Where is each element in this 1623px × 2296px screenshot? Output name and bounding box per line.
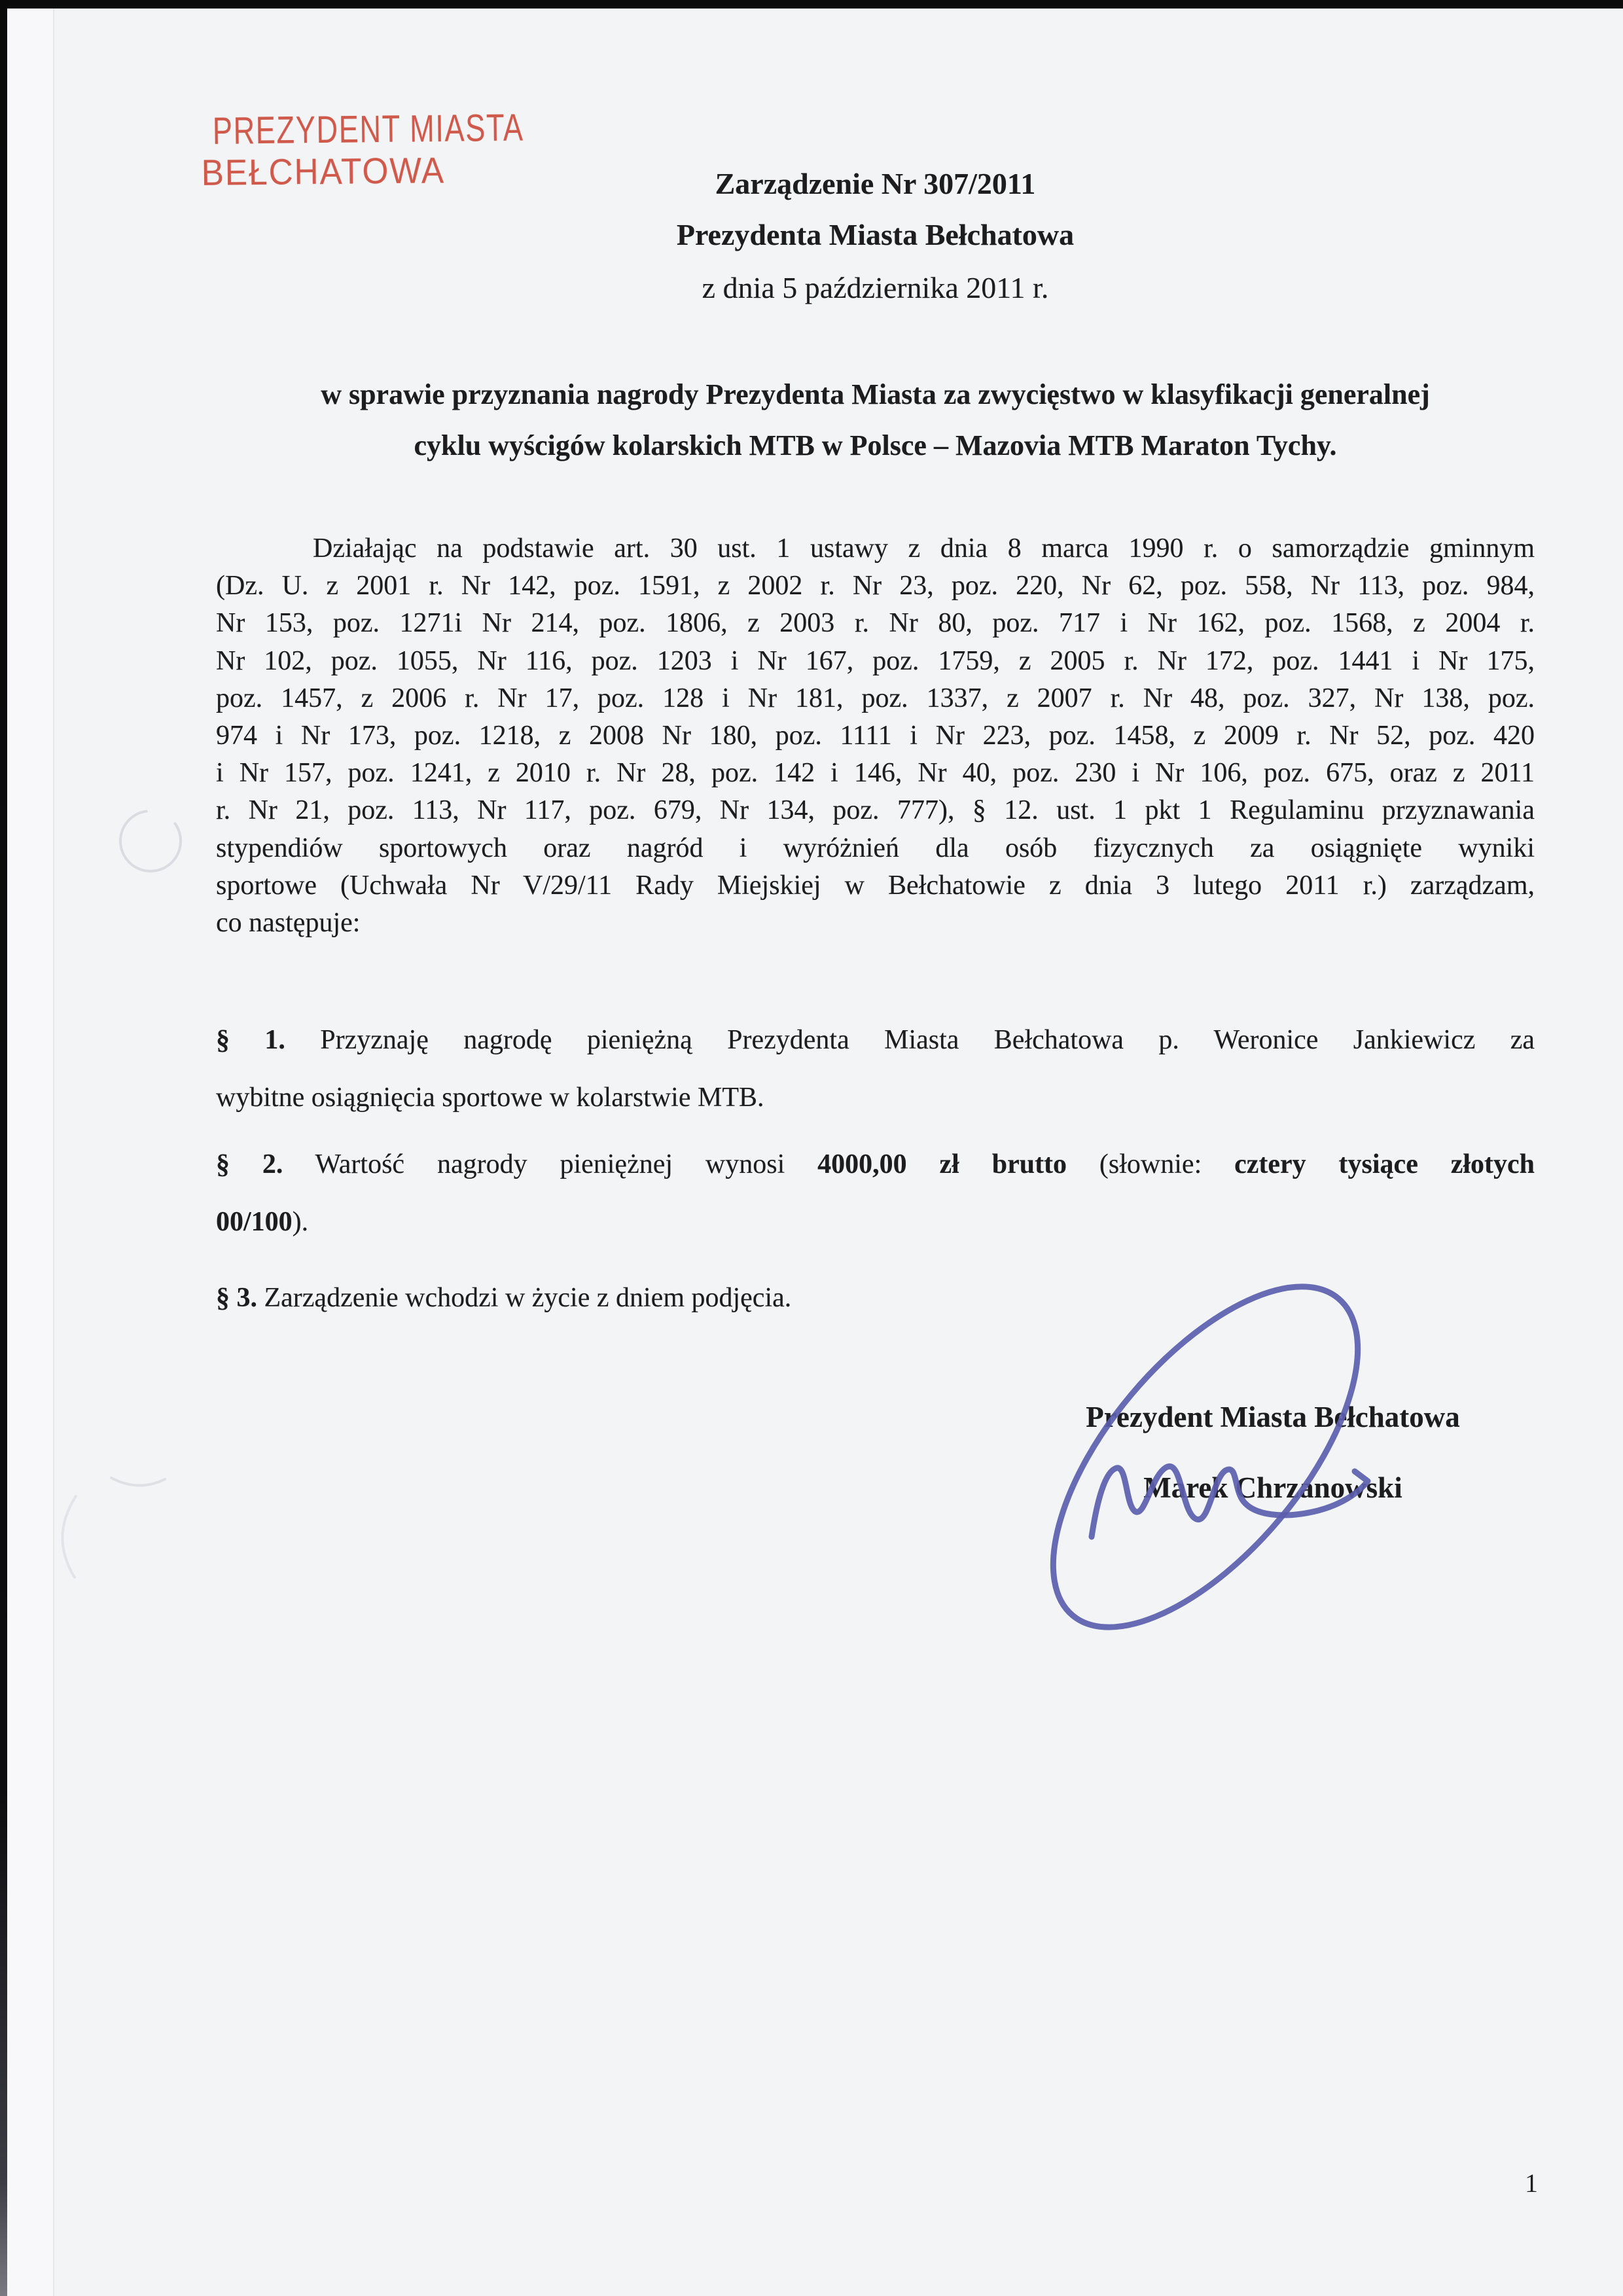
scan-edge-top <box>0 0 1623 9</box>
paragraph-2-line: § 2. Wartość nagrody pieniężnej wynosi 4000,00 zł brutto (słownie: cztery tysiące złotych <box>216 1149 1535 1179</box>
paragraph-2-line: 00/100). <box>216 1207 309 1237</box>
pencil-paren-mark <box>62 1496 76 1577</box>
paragraph-1-line: wybitne osiągnięcia sportowe w kolarstwie MTB. <box>216 1083 764 1113</box>
body-line: (Dz. U. z 2001 r. Nr 142, poz. 1591, z 2002 r. Nr 23, poz. 220, Nr 62, poz. 558, Nr 113, poz. 984, <box>216 571 1535 601</box>
subject-line2: cyklu wyścigów kolarskich MTB w Polsce – Mazovia MTB Maraton Tychy. <box>414 429 1337 461</box>
scan-edge-left <box>0 0 7 2296</box>
body-line: i Nr 157, poz. 1241, z 2010 r. Nr 28, poz. 142 i 146, Nr 40, poz. 230 i Nr 106, poz. 675, oraz z 2011 <box>216 758 1535 788</box>
paper-edge-line <box>53 9 54 2296</box>
signer-role: Prezydent Miasta Bełchatowa <box>1086 1401 1460 1433</box>
document-date-line: z dnia 5 października 2011 r. <box>702 271 1049 304</box>
body-line: 974 i Nr 173, poz. 1218, z 2008 Nr 180, poz. 1111 i Nr 223, poz. 1458, z 2009 r. Nr 52, poz. 420 <box>216 721 1535 751</box>
body-line: Nr 102, poz. 1055, Nr 116, poz. 1203 i Nr 167, poz. 1759, z 2005 r. Nr 172, poz. 1441 i Nr 175, <box>216 646 1535 676</box>
body-line: co następuje: <box>216 908 361 938</box>
stamp-line2: BEŁCHATOWA <box>200 149 445 193</box>
body-line: r. Nr 21, poz. 113, Nr 117, poz. 679, Nr 134, poz. 777), § 12. ust. 1 pkt 1 Regulaminu przyznawania <box>216 795 1535 825</box>
paragraph-1-line: § 1. Przyznaję nagrodę pieniężną Prezydenta Miasta Bełchatowa p. Weronice Jankiewicz za <box>216 1025 1535 1055</box>
scan-left-margin <box>7 9 53 2296</box>
body-line: Nr 153, poz. 1271i Nr 214, poz. 1806, z 2003 r. Nr 80, poz. 717 i Nr 162, poz. 1568, z 2004 r. <box>216 608 1535 638</box>
document-title-line2: Prezydenta Miasta Bełchatowa <box>676 218 1075 251</box>
stamp-line1: PREZYDENT MIASTA <box>212 106 524 152</box>
page-number: 1 <box>1525 2168 1538 2198</box>
body-line: poz. 1457, z 2006 r. Nr 17, poz. 128 i Nr 181, poz. 1337, z 2007 r. Nr 48, poz. 327, Nr 138, poz. <box>216 683 1535 713</box>
pencil-curve-mark <box>111 1478 165 1486</box>
subject-line1: w sprawie przyznania nagrody Prezydenta Miasta za zwycięstwo w klasyfikacji generalnej <box>321 378 1430 410</box>
body-line: stypendiów sportowych oraz nagród i wyróżnień dla osób fizycznych za osiągnięte wyniki <box>216 833 1535 863</box>
body-line: Działając na podstawie art. 30 ust. 1 ustawy z dnia 8 marca 1990 r. o samorządzie gminnym <box>313 533 1535 564</box>
signer-name: Marek Chrzanowski <box>1143 1471 1402 1504</box>
document-title-line1: Zarządzenie Nr 307/2011 <box>715 167 1036 200</box>
pencil-circle-mark <box>120 811 181 871</box>
paragraph-3-line: § 3. Zarządzenie wchodzi w życie z dniem podjęcia. <box>216 1283 792 1313</box>
body-line: sportowe (Uchwała Nr V/29/11 Rady Miejskiej w Bełchatowie z dnia 3 lutego 2011 r.) zarządzam, <box>216 870 1535 901</box>
